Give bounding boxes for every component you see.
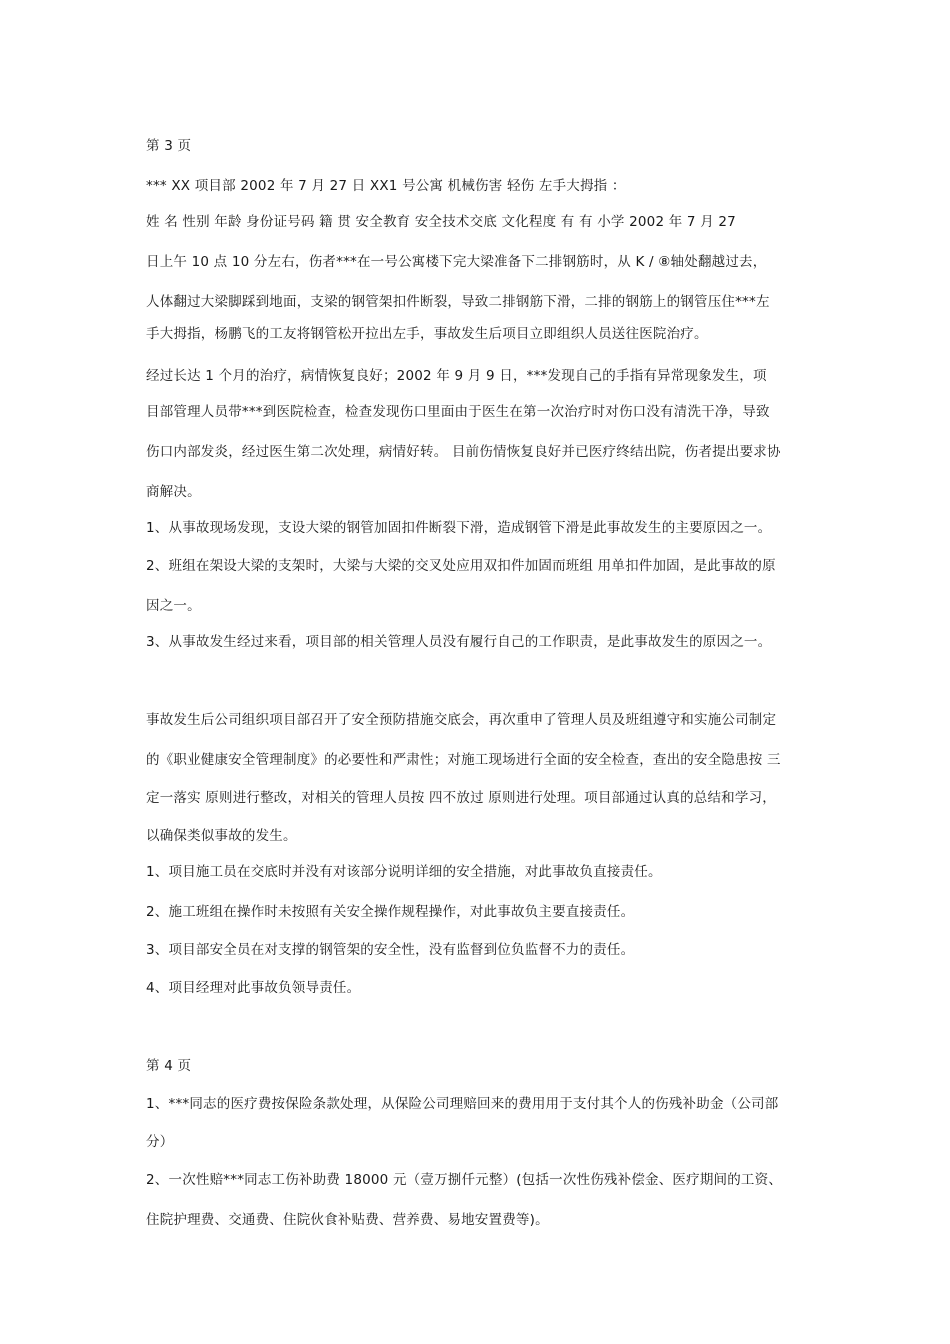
body-line: 分） — [146, 1134, 174, 1150]
page-4-header: 第 4 页 — [146, 1058, 192, 1074]
compensation-item-2: 2、一次性赔***同志工伤补助费 18000 元（壹万捌仟元整）(包括一次性伤残补偿金、医疗期间的工资、 — [146, 1172, 783, 1188]
body-line: 因之一。 — [146, 598, 201, 614]
measures-line: 事故发生后公司组织项目部召开了安全预防措施交底会，再次重申了管理人员及班组遵守和实施公司制定 — [146, 712, 777, 728]
body-line: 的《职业健康安全管理制度》的必要性和严肃性；对施工现场进行全面的安全检查，查出的安全隐患按 三 — [146, 752, 781, 768]
body-line: 住院护理费、交通费、住院伙食补贴费、营养费、易地安置费等)。 — [146, 1212, 549, 1228]
body-line: 定一落实 原则进行整改，对相关的管理人员按 四不放过 原则进行处理。项目部通过认真的总结和学习， — [146, 790, 776, 806]
compensation-item-1: 1、***同志的医疗费按保险条款处理，从保险公司理赔回来的费用用于支付其个人的伤残补助金（公司部 — [146, 1096, 779, 1112]
body-line: 日上午 10 点 10 分左右，伤者***在一号公寓楼下完大梁准备下二排钢筋时，从 K / ⑧轴处翻越过去， — [146, 254, 767, 270]
incident-summary-line: *** XX 项目部 2002 年 7 月 27 日 XX1 号公寓 机械伤害 轻伤 左手大拇指 ： — [146, 178, 626, 194]
body-line: 商解决。 — [146, 484, 201, 500]
body-line: 目部管理人员带***到医院检查，检查发现伤口里面由于医生在第一次治疗时对伤口没有清洗干净，导致 — [146, 404, 770, 420]
body-line: 经过长达 1 个月的治疗，病情恢复良好；2002 年 9 月 9 日，***发现自己的手指有异常现象发生，项 — [146, 368, 767, 384]
responsibility-item-3: 3、项目部安全员在对支撑的钢管架的安全性，没有监督到位负监督不力的责任。 — [146, 942, 635, 958]
responsibility-item-2: 2、施工班组在操作时未按照有关安全操作规程操作，对此事故负主要直接责任。 — [146, 904, 635, 920]
body-line: 伤口内部发炎，经过医生第二次处理，病情好转。 目前伤情恢复良好并已医疗终结出院，伤者提出要求协 — [146, 444, 781, 460]
body-line: 以确保类似事故的发生。 — [146, 828, 297, 844]
cause-item-2: 2、班组在架设大梁的支架时，大梁与大梁的交叉处应用双扣件加固而班组 用单扣件加固，是此事故的原 — [146, 558, 776, 574]
body-line: 姓 名 性别 年龄 身份证号码 籍 贯 安全教育 安全技术交底 文化程度 有 有 小学 2002 年 7 月 27 — [146, 214, 736, 230]
body-line: 人体翻过大梁脚踩到地面，支梁的钢管架扣件断裂，导致二排钢筋下滑，二排的钢筋上的钢管压住***左 — [146, 294, 770, 310]
responsibility-item-1: 1、项目施工员在交底时并没有对该部分说明详细的安全措施，对此事故负直接责任。 — [146, 864, 662, 880]
responsibility-item-4: 4、项目经理对此事故负领导责任。 — [146, 980, 361, 996]
cause-item-3: 3、从事故发生经过来看，项目部的相关管理人员没有履行自己的工作职责，是此事故发生的原因之一。 — [146, 634, 772, 650]
body-line: 手大拇指，杨鹏飞的工友将钢管松开拉出左手，事故发生后项目立即组织人员送往医院治疗。 — [146, 326, 708, 342]
page-3-header: 第 3 页 — [146, 138, 192, 154]
cause-item-1: 1、从事故现场发现，支设大梁的钢管加固扣件断裂下滑，造成钢管下滑是此事故发生的主要原因之一。 — [146, 520, 772, 536]
